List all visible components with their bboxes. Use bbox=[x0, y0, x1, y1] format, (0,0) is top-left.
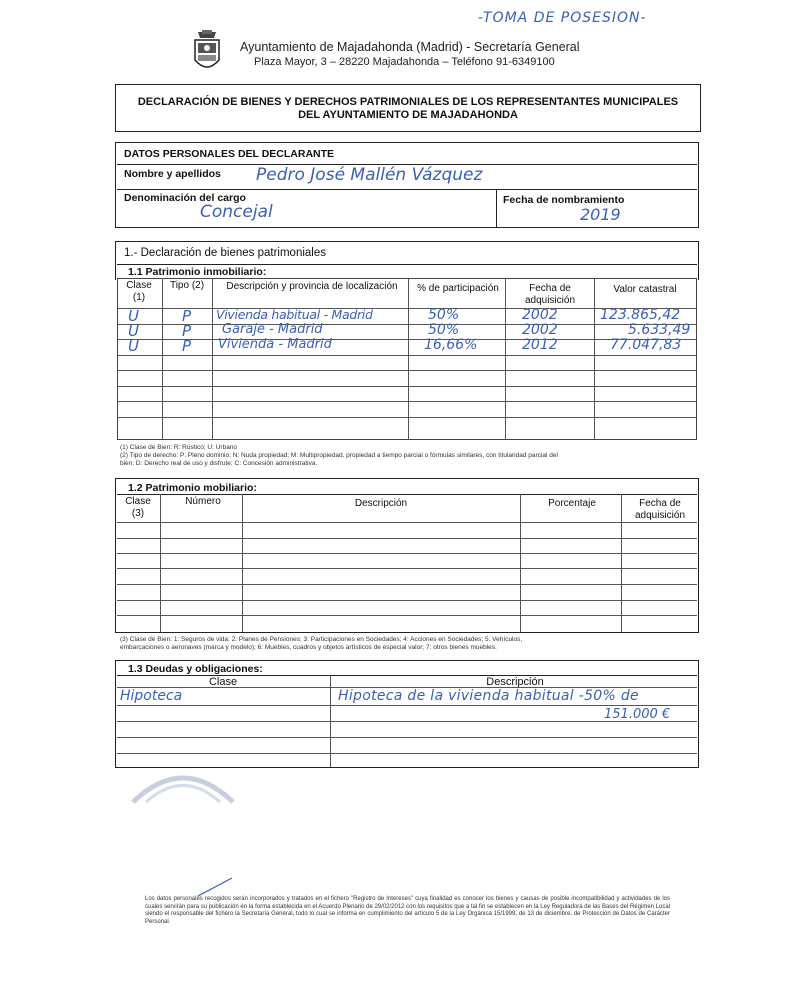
signature-mark-icon bbox=[196, 876, 236, 898]
mobiliario-title: 1.2 Patrimonio mobiliario: bbox=[128, 482, 257, 494]
name-value: Pedro José Mallén Vázquez bbox=[256, 165, 483, 185]
deuda-clase-value: Hipoteca bbox=[120, 688, 183, 704]
fecha-nombramiento-label: Fecha de nombramiento bbox=[503, 194, 625, 206]
row1-valor: 123.865,42 bbox=[600, 307, 681, 323]
row2-valor: 5.633,49 bbox=[628, 322, 691, 338]
deudas-title: 1.3 Deudas y obligaciones: bbox=[128, 663, 263, 675]
note-2: (2) Tipo de derecho: P: Pleno dominio; N: Nuda propiedad; M: Multipropiedad, propiedad a tiempo parcial o fórmulas similares, con titularidad parcial del bbox=[120, 452, 558, 459]
mob-header-porcentaje: Porcentaje bbox=[548, 498, 596, 509]
row1-participacion: 50% bbox=[428, 307, 460, 323]
faded-stamp-icon bbox=[128, 764, 238, 804]
footer-legal-text: Los datos personales recogidos serán incorporados y tratados en el fichero "Registro de Intereses" cuya finalidad es conocer los bienes y causas de posible incompatibilidad y actividades de los cuales servirán para su publicación en la forma establecida en el Acuerdo Plenario de 29/02/2012 con los requisitos que a tal fin se establecen en la Ley Reguladora de las Bases del Régimen Local siendo el responsable del fichero la Secretaría General, todo lo cual se informa en cumplimiento del artículo 5 de la Ley Orgánica 15/1999, de 13 de diciembre, de Protección de Datos de Carácter Personal. bbox=[145, 896, 670, 925]
note-1: (1) Clase de Bien: R: Rústico; U: Urbano bbox=[120, 444, 238, 451]
deudas-header-descripcion: Descripción bbox=[486, 676, 544, 688]
mob-header-numero: Número bbox=[185, 496, 221, 507]
header-clase: Clase (1) bbox=[126, 280, 152, 303]
row2-descripcion: Garaje - Madrid bbox=[222, 322, 323, 337]
mob-header-descripcion: Descripción bbox=[354, 498, 408, 509]
mob-header-fecha: Fecha de adquisición bbox=[634, 498, 686, 521]
row3-valor: 77.047,83 bbox=[610, 337, 682, 353]
cargo-label: Denominación del cargo bbox=[124, 192, 246, 204]
header-tipo: Tipo (2) bbox=[169, 280, 205, 291]
header-line-2: Plaza Mayor, 3 – 28220 Majadahonda – Teléfono 91-6349100 bbox=[254, 56, 555, 68]
row1-clase: U bbox=[128, 307, 139, 325]
annotation-toma-posesion: -TOMA DE POSESION- bbox=[478, 10, 647, 26]
row3-clase: U bbox=[128, 337, 139, 355]
row1-fecha: 2002 bbox=[522, 307, 558, 323]
header-participacion: % de participación bbox=[417, 283, 499, 294]
note-2b: bien; D: Derecho real de uso y disfrute; C: Concesión administrativa. bbox=[120, 460, 318, 467]
title-line-1: DECLARACIÓN DE BIENES Y DERECHOS PATRIMONIALES DE LOS REPRESENTANTES MUNICIPALES bbox=[137, 96, 679, 108]
note-3b: embarcaciones o aeronaves (marca y modelo); 6: Muebles, cuadros y objetos artísticos de especial valor; 7: otros bienes muebles. bbox=[120, 644, 497, 651]
row3-descripcion: Vivienda - Madrid bbox=[218, 337, 332, 352]
inmobiliario-title: 1.1 Patrimonio inmobiliario: bbox=[128, 266, 267, 278]
section1-title: 1.- Declaración de bienes patrimoniales bbox=[124, 247, 326, 259]
header-line-1: Ayuntamiento de Majadahonda (Madrid) - Secretaría General bbox=[240, 40, 580, 54]
header-valor-catastral: Valor catastral bbox=[613, 284, 677, 295]
row2-fecha: 2002 bbox=[522, 322, 558, 338]
row2-clase: U bbox=[128, 322, 139, 340]
deuda-desc-value-1: Hipoteca de la vivienda habitual -50% de bbox=[338, 688, 639, 704]
title-box bbox=[115, 84, 701, 132]
name-label: Nombre y apellidos bbox=[124, 168, 221, 180]
cargo-value: Concejal bbox=[200, 202, 273, 222]
deuda-desc-value-2: 151.000 € bbox=[604, 707, 671, 722]
header-fecha-adquisicion: Fecha de adquisición bbox=[524, 283, 576, 306]
row2-participacion: 50% bbox=[428, 322, 460, 338]
row3-fecha: 2012 bbox=[522, 337, 558, 353]
row1-descripcion: Vivienda habitual - Madrid bbox=[216, 307, 373, 322]
row3-tipo: P bbox=[182, 337, 192, 355]
inmobiliario-table bbox=[117, 278, 697, 440]
fecha-nombramiento-value: 2019 bbox=[580, 205, 621, 224]
row2-tipo: P bbox=[182, 322, 192, 340]
note-3: (3) Clase de Bien: 1: Seguros de vida; 2: Planes de Pensiones; 3: Participaciones en Sociedades; 4: Acciones en Sociedades; 5: Vehículos, bbox=[120, 636, 523, 643]
mob-header-clase: Clase (3) bbox=[125, 496, 151, 519]
personal-section-title: DATOS PERSONALES DEL DECLARANTE bbox=[124, 148, 335, 160]
header-descripcion: Descripción y provincia de localización bbox=[226, 281, 398, 292]
row1-tipo: P bbox=[182, 307, 192, 325]
municipal-crest-icon bbox=[192, 30, 222, 76]
deudas-header-clase: Clase bbox=[208, 676, 238, 688]
title-line-2: DEL AYUNTAMIENTO DE MAJADAHONDA bbox=[298, 109, 518, 121]
row3-participacion: 16,66% bbox=[424, 337, 478, 353]
